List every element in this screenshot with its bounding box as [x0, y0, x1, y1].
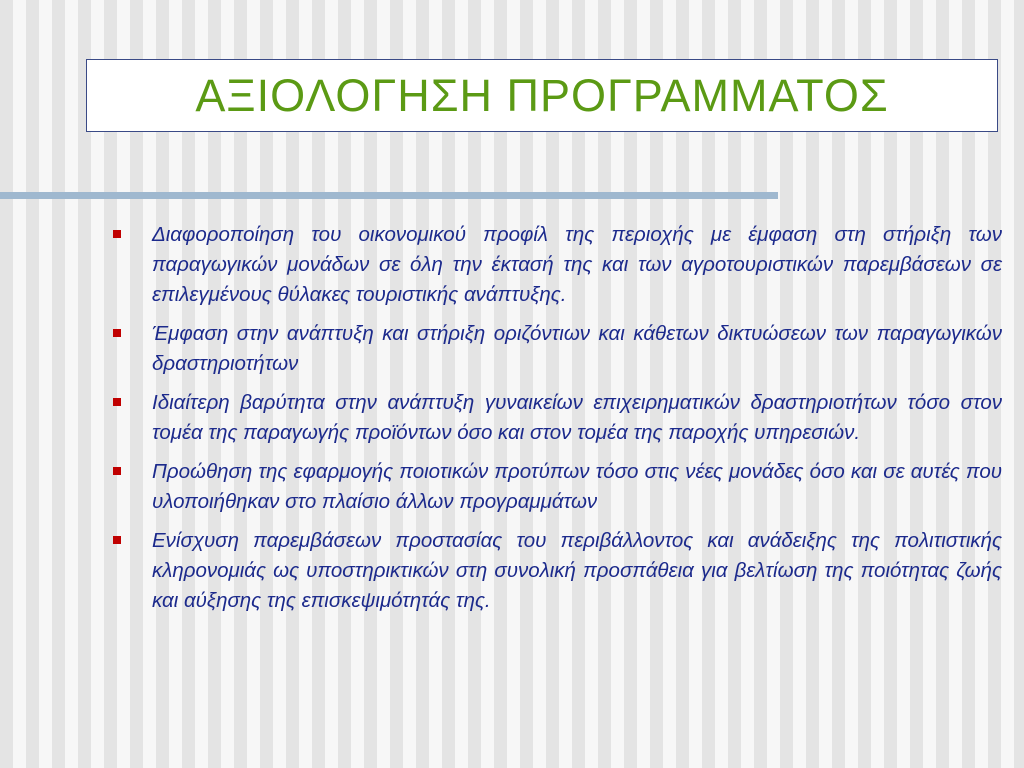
bullet-item: [110, 526, 1002, 616]
slide-title: ΑΞΙΟΛΟΓΗΣΗ ΠΡΟΓΡΑΜΜΑΤΟΣ: [195, 69, 889, 121]
bullet-text: Έμφαση στην ανάπτυξη και στήριξη οριζόντιων και κάθετων δικτυώσεων των παραγωγικών δραστηριοτήτων: [152, 322, 1002, 375]
divider-bar: [0, 192, 778, 199]
bullet-item: [110, 457, 1002, 517]
bullet-text: Ιδιαίτερη βαρύτητα στην ανάπτυξη γυναικείων επιχειρηματικών δραστηριοτήτων τόσο στον τομέα της παραγωγής προϊόντων όσο και στον τομέα της παροχής υπηρεσιών.: [152, 391, 1002, 444]
square-bullet-icon: [113, 398, 121, 406]
bullet-item: [110, 388, 1002, 448]
bullet-item: [110, 220, 1002, 310]
square-bullet-icon: [113, 230, 121, 238]
bullet-text: Ενίσχυση παρεμβάσεων προστασίας του περιβάλλοντος και ανάδειξης της πολιτιστικής κληρονομιάς ως υποστηρικτικών στη συνολική προσπάθεια για βελτίωση της ποιότητας ζωής και αύξησης της επισκεψιμότητάς της.: [152, 529, 1002, 612]
bullet-text: Προώθηση της εφαρμογής ποιοτικών προτύπων τόσο στις νέες μονάδες όσο και σε αυτές που υλοποιήθηκαν στο πλαίσιο άλλων προγραμμάτων: [152, 460, 1002, 513]
bullet-text: Διαφοροποίηση του οικονομικού προφίλ της περιοχής με έμφαση στη στήριξη των παραγωγικών μονάδων σε όλη την έκτασή της και των αγροτουριστικών παρεμβάσεων σε επιλεγμένους θύλακες τουριστικής ανάπτυξης.: [152, 223, 1002, 306]
square-bullet-icon: [113, 536, 121, 544]
square-bullet-icon: [113, 467, 121, 475]
bullet-item: [110, 319, 1002, 379]
bullet-list: [110, 220, 1002, 625]
square-bullet-icon: [113, 329, 121, 337]
title-box: [86, 59, 998, 132]
